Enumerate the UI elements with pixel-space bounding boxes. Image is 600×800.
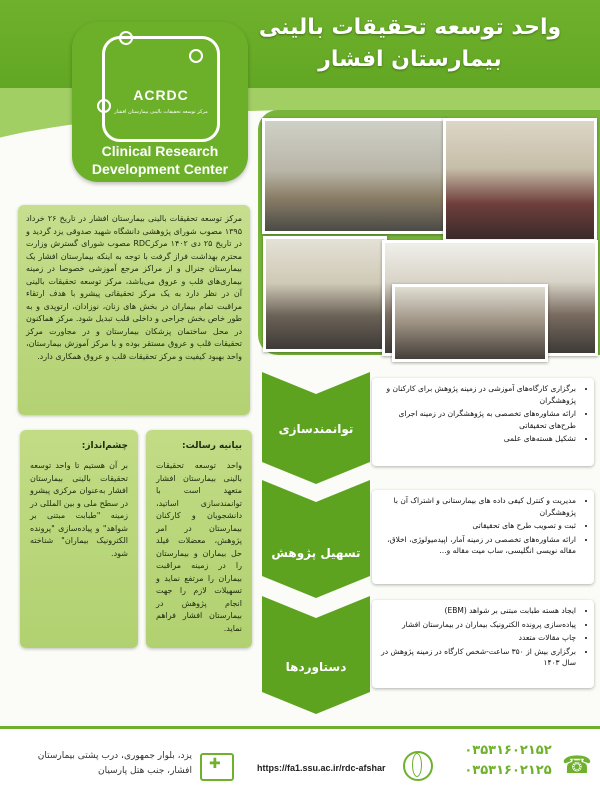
logo-english-line-1: Clinical Research: [101, 143, 219, 159]
section-arrow-empowerment: [262, 372, 370, 484]
list-item: • ایجاد هسته طبابت مبتنی بر شواهد (EBM): [378, 605, 576, 617]
list-item: • ارائه مشاوره‌های تخصصی به پژوهشگران در زمینه اجرای طرح‌های تحقیقاتی: [378, 408, 576, 431]
address-line-1: یزد، بلوار جمهوری، درب پشتی بیمارستان: [37, 751, 192, 761]
logo-acronym: ACRDC: [133, 87, 189, 103]
mission-title: بیانیه رسالت:: [182, 441, 242, 451]
logo-node-icon: [119, 31, 133, 45]
section-arrow-achievements: [262, 596, 370, 714]
section-list-facilitation: [372, 490, 594, 584]
mission-card: [146, 430, 252, 648]
address-line-2: افشار، جنب هتل پارسیان: [97, 766, 192, 776]
section-list-achievements: [372, 600, 594, 688]
logo-emblem: [102, 36, 220, 142]
mission-text: واحد توسعه تحقیقات بالینی بیمارستان افشار متعهد است با توانمندسازی اساتید، دانشجویان و کارکنان بیمارستان در امر پژوهش، معضلات فیلد حل بیماران و بیمارستان را در زمینه مراقبت بیماران را مرتفع نماید و تسهیلات لازم را جهت انجام پژوهش در بیمارستان افشار فراهم نماید.: [156, 461, 242, 633]
list-item: • پیاده‌سازی پرونده الکترونیک بیماران در بیمارستان افشار: [378, 619, 576, 631]
logo-node-icon: [189, 49, 203, 63]
title-line-2: بیمارستان افشار: [318, 47, 502, 72]
section-label: توانمندسازی: [278, 422, 354, 436]
section-label: تسهیل پژوهش: [271, 546, 361, 560]
list-item: • برگزاری کارگاه‌های آموزشی در زمینه پژوهش برای کارکنان و پژوهشگران: [378, 383, 576, 406]
list-item: • ثبت و تصویب طرح های تحقیقاتی: [378, 520, 576, 532]
list-item: • مدیریت و کنترل کیفی داده های بیمارستانی و اشتراک آن با پژوهشگران: [378, 495, 576, 518]
title-line-1: واحد توسعه تحقیقات بالینی: [258, 15, 562, 40]
list-item: • ارائه مشاوره‌های تخصصی در زمینه آمار، اپیدمیولوژی، اخلاق، مقاله نویسی انگلیسی، ساب میت مقاله و...: [378, 534, 576, 557]
logo-english-name: [72, 142, 248, 178]
poster-title: [240, 12, 580, 76]
address: [12, 749, 192, 779]
logo-tagline: مرکز توسعه تحقیقات بالینی بیمارستان افشار: [114, 109, 208, 115]
phone-numbers: [458, 741, 558, 781]
workshop-photo: [443, 118, 597, 242]
section-list-empowerment: [372, 378, 594, 466]
list-item: • چاپ مقالات متعدد: [378, 632, 576, 644]
vision-title: چشم‌انداز:: [81, 441, 128, 451]
hospital-icon: [200, 753, 234, 781]
arrow-shape-icon: [262, 480, 370, 598]
meeting-room-photo: [263, 236, 387, 352]
website-link[interactable]: https://fa1.ssu.ac.ir/rdc-afshar: [257, 763, 386, 773]
phone-icon: ☎: [562, 751, 592, 779]
office-photo: [262, 118, 448, 234]
vision-card: [20, 430, 138, 648]
intro-text: مرکز توسعه تحقیقات بالینی بیمارستان افشار در تاریخ ۲۶ خرداد ۱۳۹۵ مصوب شورای پژوهشی دانشگاه شهید صدوقی یزد گردید و در تاریخ ۲۵ دی ۱۴۰۲ مرکزRDC مصوب شورای گسترش وزارت محترم بهداشت فراز گرفت با توجه به اینکه بیمارستان افشار یک بیمارستان جنرال و از مراکز مرجع آموزشی خصوصا در زمینه بیماری‌های قلب و عروق می‌باشد، مرکز توسعه تحقیقات بالینی آن در نظر دارد به یک مرکز تحقیقاتی پیشرو با هدف ارتقاء مراقبت تمام بیماران در بخش های زنان، نوزادان، ارتوپدی و به طور خاص بخش جراحی و داخلی قلب تبدیل شود. مرکز هماکنون در محل ساختمان پزشکان بیمارستان و در مجاورت مرکز تحقیقات قلب و عروق مستقر بوده و با مرکز آموزش بیمارستان، واحد بهبود کیفیت و مرکز تحقیقات قلب و عروق همکاری دارد.: [26, 214, 243, 361]
section-arrow-facilitation: [262, 480, 370, 598]
intro-box: [18, 205, 250, 415]
phone-1[interactable]: ۰۳۵۳۱۶۰۲۱۵۲: [464, 743, 552, 758]
section-label: دستاوردها: [285, 660, 347, 674]
center-logo: [72, 22, 248, 182]
list-item: • برگزاری بیش از ۳۵۰ ساعت-شخص کارگاه در زمینه پژوهش در سال ۱۴۰۳: [378, 646, 576, 669]
globe-icon: [403, 751, 433, 781]
group-meeting-photo: [392, 284, 548, 362]
phone-2[interactable]: ۰۳۵۳۱۶۰۲۱۲۵: [464, 763, 552, 778]
arrow-shape-icon: [262, 596, 370, 714]
logo-english-line-2: Development Center: [91, 161, 229, 177]
footer: [0, 726, 600, 800]
list-item: • تشکیل هسته‌های علمی: [378, 433, 576, 445]
vision-text: بر آن هستیم تا واحد توسعه تحقیقات بالینی بیمارستان افشار به‌عنوان مرکزی پیشرو در سطح ملی و بین المللی در زمینه "طبابت مبتنی بر شواهد" و پیاده‌سازی "پرونده الکترونیک بیماران" شناخته شود.: [30, 461, 128, 558]
